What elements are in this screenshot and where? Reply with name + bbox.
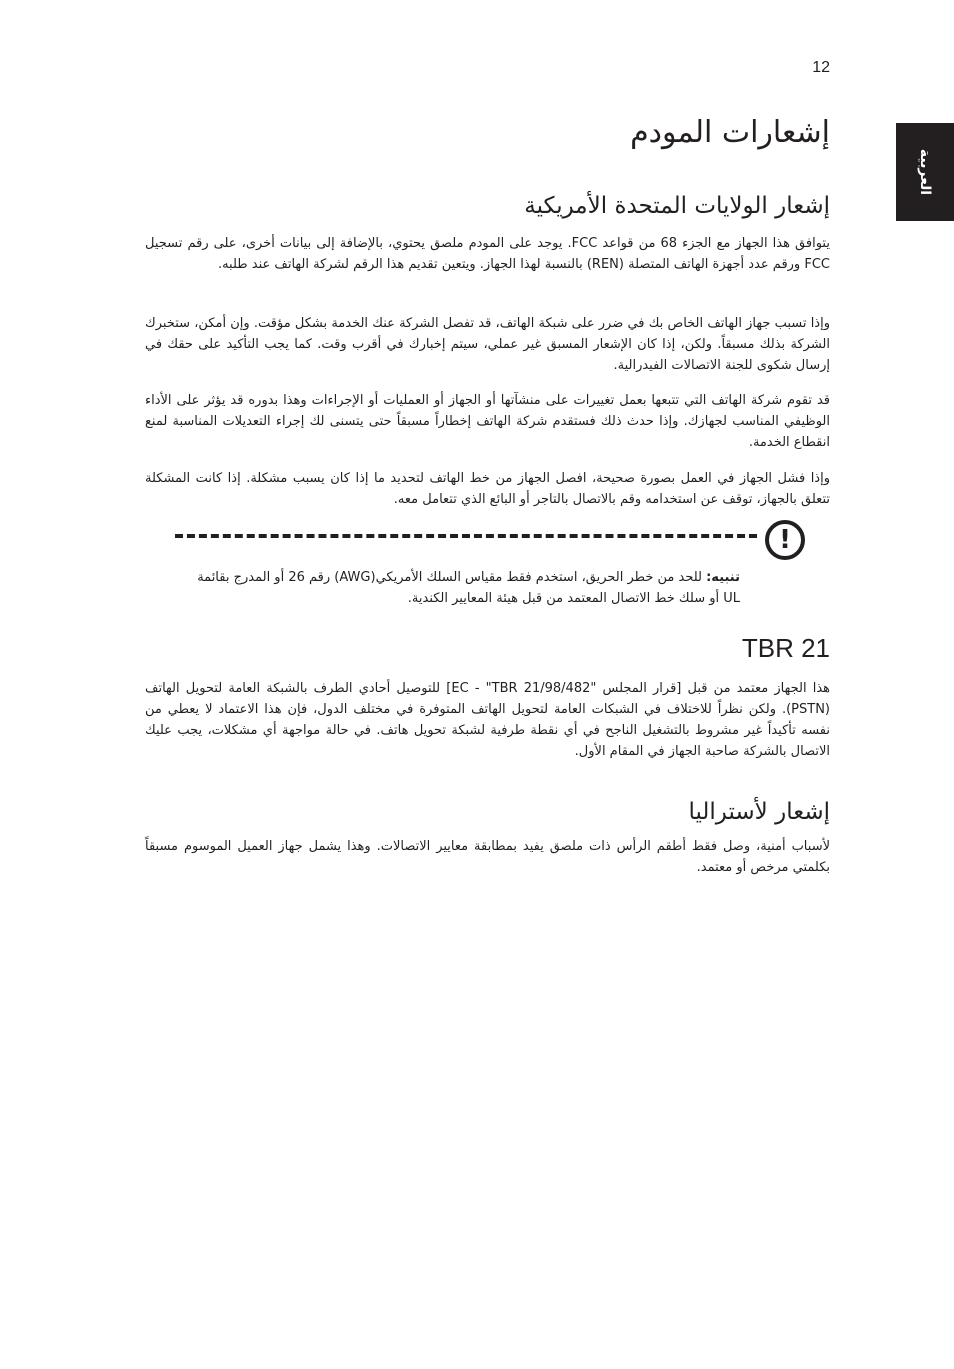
exclamation-icon: ! bbox=[765, 520, 805, 560]
usa-paragraph-4-block bbox=[145, 468, 830, 510]
language-side-tab bbox=[896, 123, 954, 221]
warning-label: تنبيه: bbox=[706, 570, 740, 585]
language-tab-label: العربية bbox=[917, 148, 933, 196]
paragraph: وإذا فشل الجهاز في العمل بصورة صحيحة، افصل الجهاز من خط الهاتف لتحديد ما إذا كان يسبب مشكلة. إذا كانت المشكلة تتعلق بالجهاز، توقف عن استخدامه وقم بالاتصال بالتاجر أو البائع الذي تتعامل معه. bbox=[145, 471, 830, 507]
page-number: 12 bbox=[812, 59, 830, 76]
section-usa-notice bbox=[145, 190, 830, 222]
paragraph: لأسباب أمنية، وصل فقط أطقم الرأس ذات ملصق يفيد بمطابقة معايير الاتصالات. وهذا يشمل جهاز العميل الموسوم مسبقاً بكلمتي مرخص أو معتمد. bbox=[145, 839, 830, 875]
paragraph: قد تقوم شركة الهاتف التي تتبعها بعمل تغييرات على منشآتها أو الجهاز أو العمليات أو الإجراءات وهذا بدوره قد يؤثر على الأداء الوظيفي المناسب لجهازك. وإذا حدث ذلك فستقدم شركة الهاتف إخطاراً مسبقاً حتى يتسنى لك إجراء التعديلات المناسبة لمنع انقطاع الخدمة. bbox=[145, 393, 830, 450]
section-tbr21 bbox=[145, 632, 830, 664]
section-australia-notice bbox=[145, 796, 830, 828]
usa-paragraph-3-block bbox=[145, 390, 830, 453]
section-heading-tbr21: TBR 21 bbox=[741, 633, 830, 663]
usa-paragraph-1-block bbox=[145, 233, 830, 275]
warning-text bbox=[195, 567, 740, 609]
australia-paragraph-block bbox=[145, 836, 830, 878]
warning-dashed-divider bbox=[175, 534, 757, 538]
paragraph: هذا الجهاز معتمد من قبل [قرار المجلس "EC - "TBR 21/98/482] للتوصيل أحادي الطرف بالشبكة العامة لتحويل الهاتف (PSTN). ولكن نظراً للاختلاف في الشبكات العامة لتحويل الهاتف المتوفرة في مختلف الدول، فإن هذا الاعتماد لا يعطي من نفسه تأكيداً غير مشروط بالتشغيل الناجح في أي نقطة طرفية لشبكة تحويل هاتف. في حالة مواجهة أي مشكلات، يجب عليك الاتصال بالشركة صاحبة الجهاز في المقام الأول. bbox=[145, 681, 831, 759]
section-heading-usa: إشعار الولايات المتحدة الأمريكية bbox=[524, 193, 830, 219]
warning-body: للحد من خطر الحريق، استخدم فقط مقياس السلك الأمريكي(AWG) رقم 26 أو المدرج بقائمة UL أو سلك خط الاتصال المعتمد من قبل هيئة المعايير الكندية. bbox=[197, 570, 740, 606]
page-title: إشعارات المودم bbox=[630, 115, 830, 150]
paragraph: وإذا تسبب جهاز الهاتف الخاص بك في ضرر على شبكة الهاتف، قد تفصل الشركة عنك الخدمة بشكل مؤقت. وإن أمكن، ستخبرك الشركة بذلك مسبقاً. ولكن، إذا كان الإشعار المسبق غير عملي، سيتم إخبارك في أقرب وقت. كما يجب التأكيد على حقك في إرسال شكوى للجنة الاتصالات الفيدرالية. bbox=[145, 316, 830, 373]
section-heading-australia: إشعار لأستراليا bbox=[688, 799, 830, 825]
warning-callout bbox=[175, 522, 815, 612]
usa-paragraph-2-block bbox=[145, 313, 830, 376]
paragraph: يتوافق هذا الجهاز مع الجزء 68 من قواعد FCC. يوجد على المودم ملصق يحتوي، بالإضافة إلى بيانات أخرى، على رقم تسجيل FCC ورقم عدد أجهزة الهاتف المتصلة (REN) بالنسبة لهذا الجهاز. ويتعين تقديم هذا الرقم لشركة الهاتف عند طلبه. bbox=[145, 236, 830, 272]
tbr21-paragraph-block bbox=[145, 678, 830, 762]
